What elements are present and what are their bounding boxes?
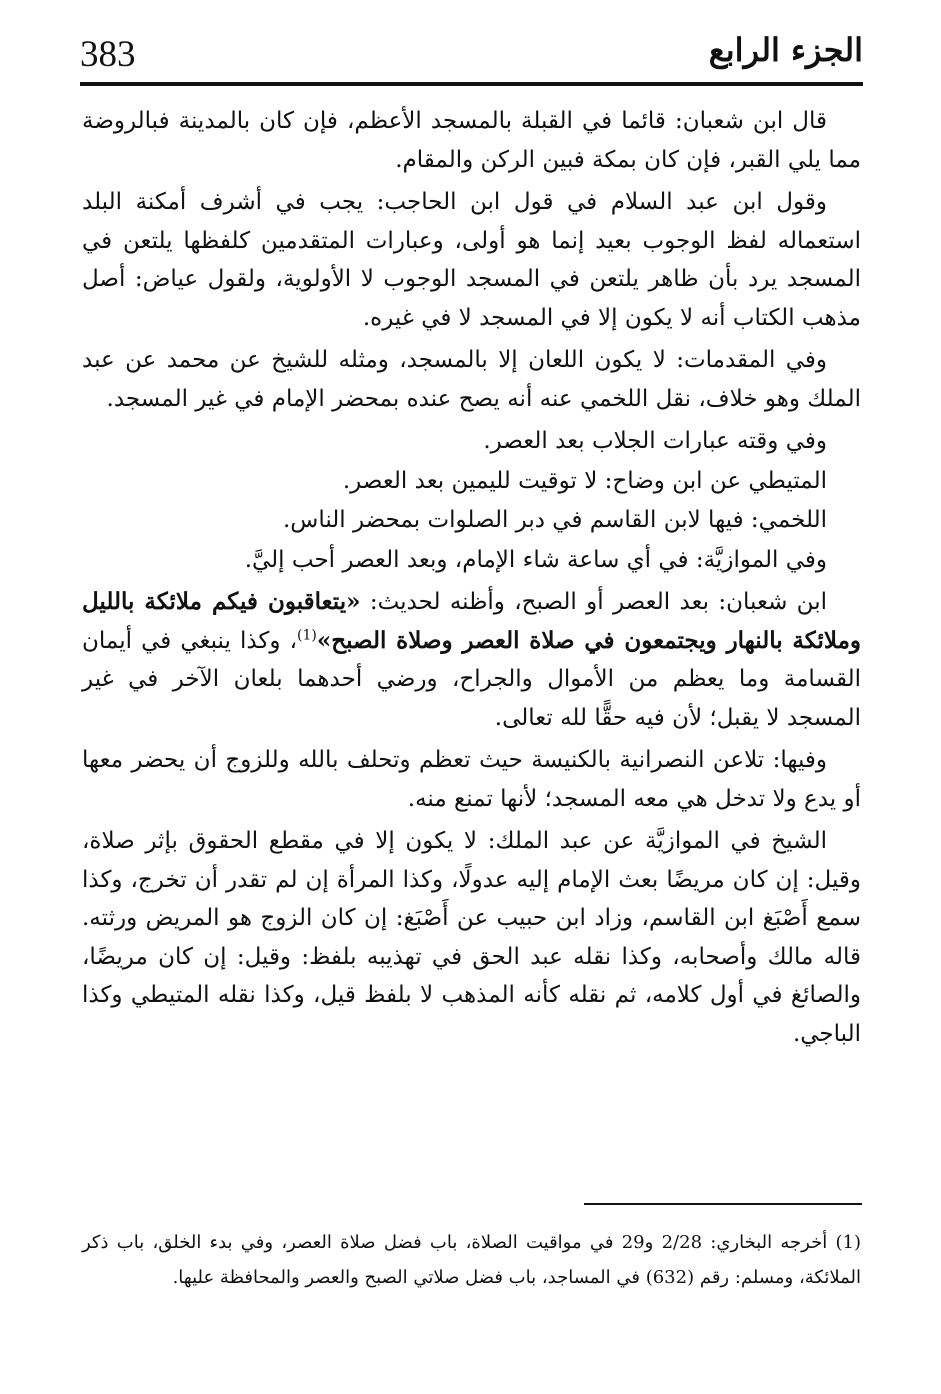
paragraph-10: الشيخ في الموازيَّة عن عبد الملك: لا يكون إلا في مقطع الحقوق بإثر صلاة، وقيل: إن كان مريضًا بعث الإمام إليه عدولًا، وكذا المرأة إن لم تقدر أن تخرج، وكذا سمع أَصْبَغ ابن القاسم، وزاد ابن حبيب عن أَصْبَغ: إن كان الزوج هو المريض ورثته. قاله مالك وأصحابه، وكذا نقله عبد الحق في تهذيبه بلفظ: وقيل: إن كان مريضًا، والصائغ في أول كلامه، ثم نقله كأنه المذهب لا بلفظ قيل، وكذا نقله المتيطي وكذا الباجي. (82, 828, 861, 1047)
footnote-1: (1) أخرجه البخاري: 2/28 و29 في مواقيت الصلاة، باب فضل صلاة العصر، وفي بدء الخلق، باب ذكر الملائكة، ومسلم: رقم (632) في المساجد، باب فضل صلاتي الصبح والعصر والمحافظة عليها. (82, 1232, 861, 1288)
paragraph-3: وفي المقدمات: لا يكون اللعان إلا بالمسجد، ومثله للشيخ عن محمد عن عبد الملك وهو خلاف، نقل اللخمي عنه أنه يصح عنده بمحضر الإمام في غير المسجد. (82, 347, 861, 412)
main-text (82, 102, 861, 1057)
page-header (80, 28, 863, 76)
header-rule (80, 82, 863, 86)
paragraph-4: وفي وقته عبارات الجلاب بعد العصر. (483, 428, 827, 454)
hadith-continuation: ، وكذا ينبغي في أيمان القسامة وما يعظم من الأموال والجراح، ورضي أحدهما بلعان الآخر في غير المسجد لا يقبل؛ لأن فيه حقًّا لله تعالى. (82, 627, 861, 731)
page-number: 383 (80, 34, 136, 75)
paragraph-7: وفي الموازيَّة: في أي ساعة شاء الإمام، وبعد العصر أحب إليَّ. (244, 546, 827, 573)
paragraph-1: قال ابن شعبان: قائما في القبلة بالمسجد الأعظم، فإن كان بالمدينة فبالروضة مما يلي القبر، فإن كان بمكة فبين الركن والمقام. (82, 108, 861, 173)
footnote-reference: (1) (297, 626, 317, 643)
paragraph-2: وقول ابن عبد السلام في قول ابن الحاجب: يجب في أشرف أمكنة البلد استعماله لفظ الوجوب بعيد إنما هو أولى، وعبارات المتقدمين كلفظها يلتعن في المسجد يرد بأن ظاهر يلتعن في المسجد الوجوب لا الأولوية، ولقول عياض: أصل مذهب الكتاب أنه لا يكون إلا في المسجد لا في غيره. (82, 189, 861, 331)
hadith-quote: «يتعاقبون فيكم ملائكة بالليل وملائكة بالنهار ويجتمعون في صلاة العصر وصلاة الصبح» (82, 588, 862, 654)
paragraph-9: وفيها: تلاعن النصرانية بالكنيسة حيث تعظم وتحلف بالله وللزوج أن يحضر معها أو يدع ولا تدخل هي معه المسجد؛ لأنها تمنع منه. (82, 747, 861, 812)
paragraph-6: اللخمي: فيها لابن القاسم في دبر الصلوات بمحضر الناس. (282, 507, 827, 533)
paragraph-5: المتيطي عن ابن وضاح: لا توقيت لليمين بعد العصر. (342, 467, 827, 494)
running-title: الجزء الرابع (708, 31, 863, 69)
footnote-separator (584, 1203, 862, 1205)
paragraph-hadith (82, 583, 861, 737)
footnotes (82, 1225, 861, 1295)
hadith-intro: ابن شعبان: بعد العصر أو الصبح، وأظنه لحديث: (360, 589, 827, 615)
